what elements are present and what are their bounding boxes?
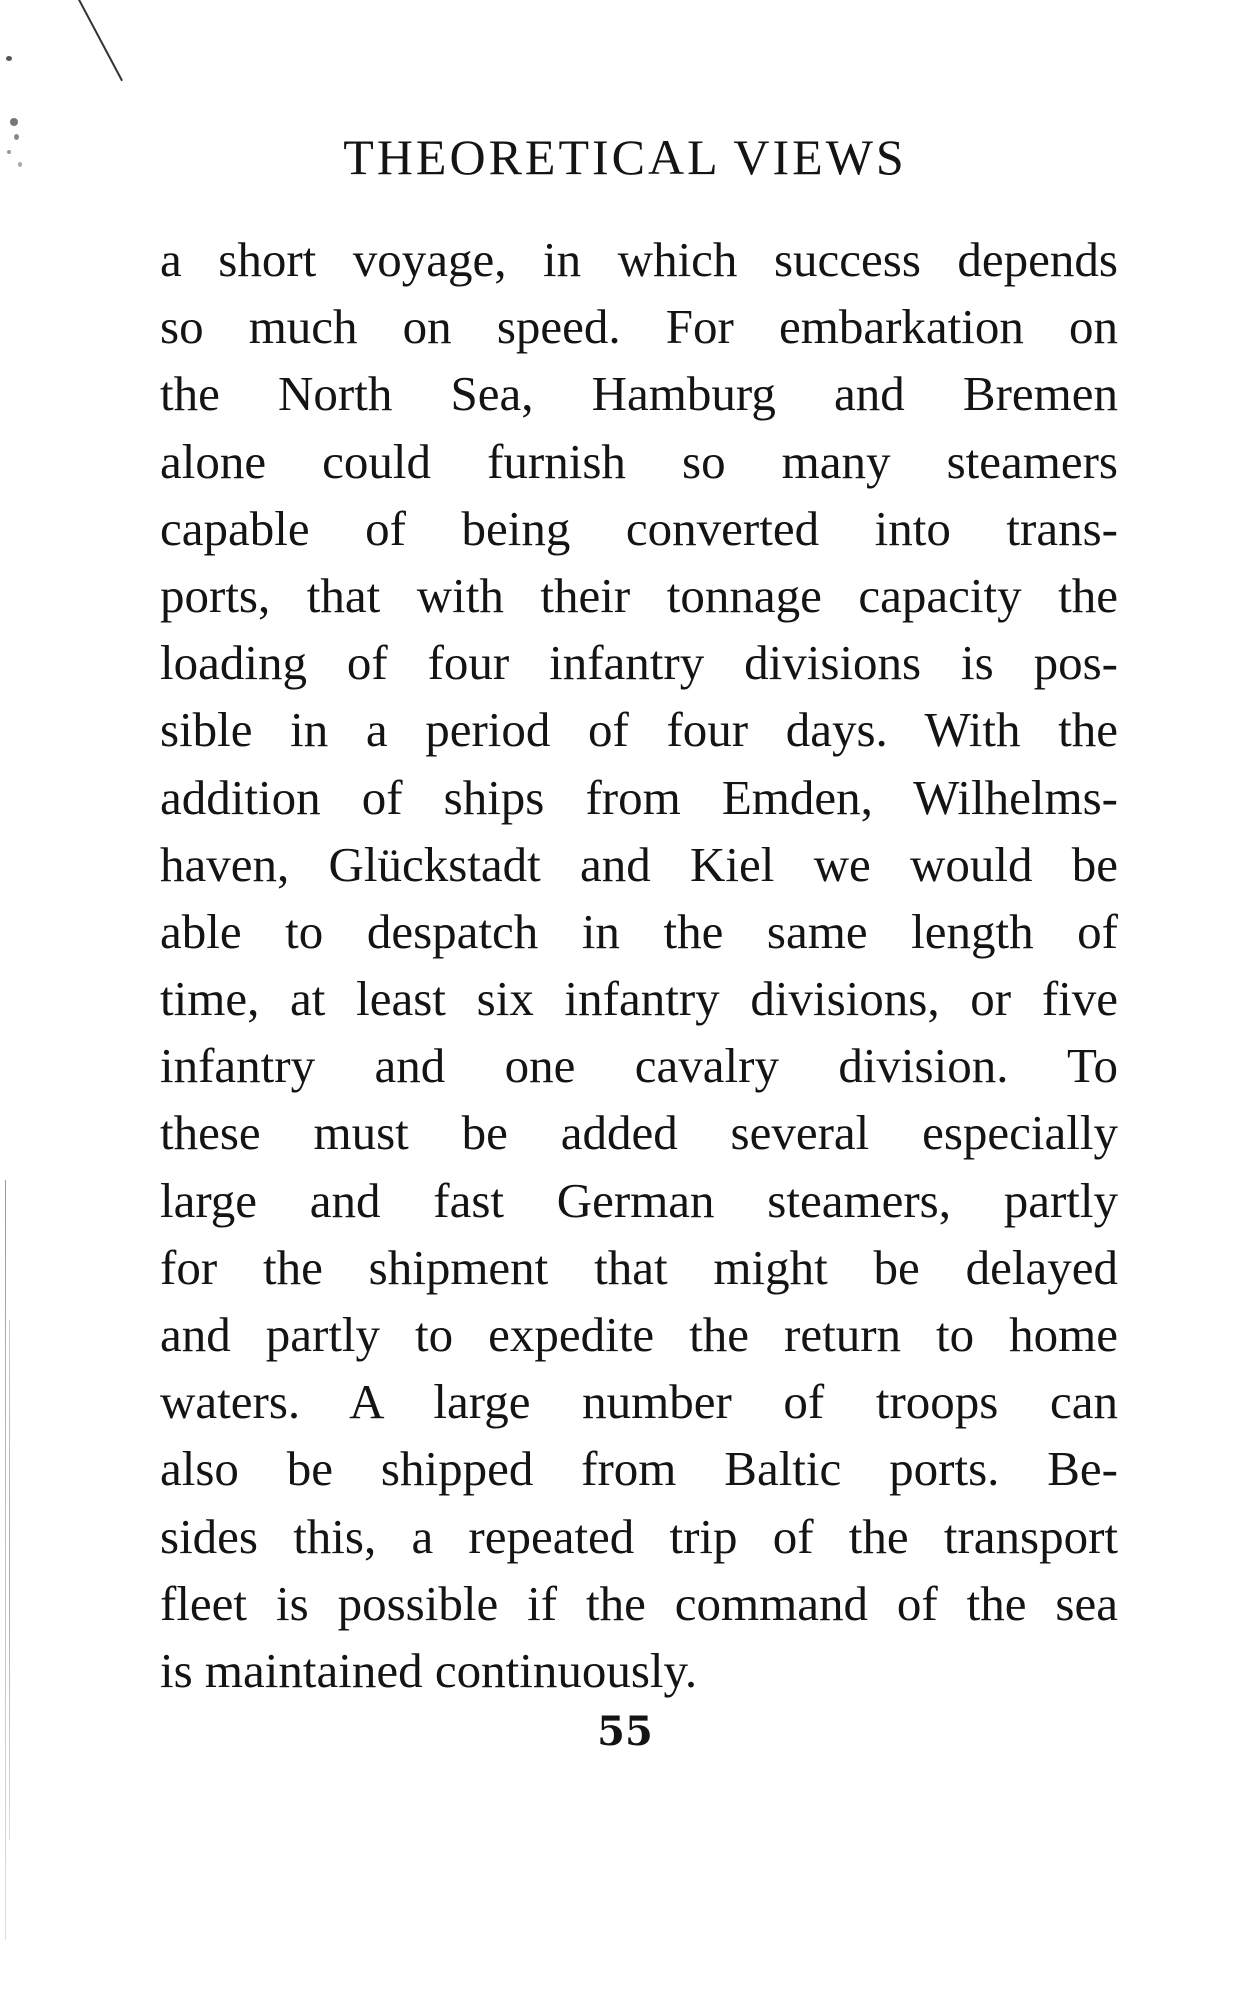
running-head: THEORETICAL VIEWS — [343, 129, 907, 185]
text-line: sides this, a repeated trip of the transport — [160, 1508, 1118, 1564]
text-line: fleet is possible if the command of the sea — [160, 1575, 1118, 1631]
scan-speck — [10, 118, 18, 126]
text-line: alone could furnish so many steamers — [160, 433, 1118, 489]
text-line: waters. A large number of troops can — [160, 1374, 1118, 1430]
text-line: large and fast German steamers, partly — [160, 1172, 1118, 1228]
text-line: time, at least six infantry divisions, or five — [160, 971, 1118, 1027]
scan-artifact-line — [78, 0, 123, 81]
text-line: addition of ships from Emden, Wilhelms- — [160, 769, 1118, 825]
text-line: infantry and one cavalry division. To — [160, 1038, 1118, 1094]
page-number: 55 — [597, 1708, 653, 1755]
text-line: a short voyage, in which success depends — [160, 232, 1118, 287]
text-line: so much on speed. For embarkation on — [160, 299, 1118, 355]
text-line: loading of four infantry divisions is pos- — [160, 635, 1118, 691]
scan-margin-rule — [9, 1320, 10, 1840]
text-line: able to despatch in the same length of — [160, 903, 1118, 959]
text-line: haven, Glückstadt and Kiel we would be — [160, 836, 1118, 892]
body-paragraph — [160, 226, 1118, 1704]
text-line: is maintained continuously. — [160, 1642, 698, 1698]
text-line: and partly to expedite the return to home — [160, 1307, 1118, 1362]
scan-margin-rule — [5, 1180, 6, 1940]
text-line: sible in a period of four days. With the — [160, 702, 1118, 758]
text-line: also be shipped from Baltic ports. Be- — [160, 1441, 1118, 1497]
text-line: for the shipment that might be delayed — [160, 1239, 1118, 1295]
text-line: ports, that with their tonnage capacity the — [160, 567, 1118, 623]
text-line: the North Sea, Hamburg and Bremen — [160, 366, 1118, 422]
scan-speck — [6, 56, 12, 61]
text-line: capable of being converted into trans- — [160, 500, 1118, 556]
text-line: these must be added several especially — [160, 1105, 1118, 1161]
